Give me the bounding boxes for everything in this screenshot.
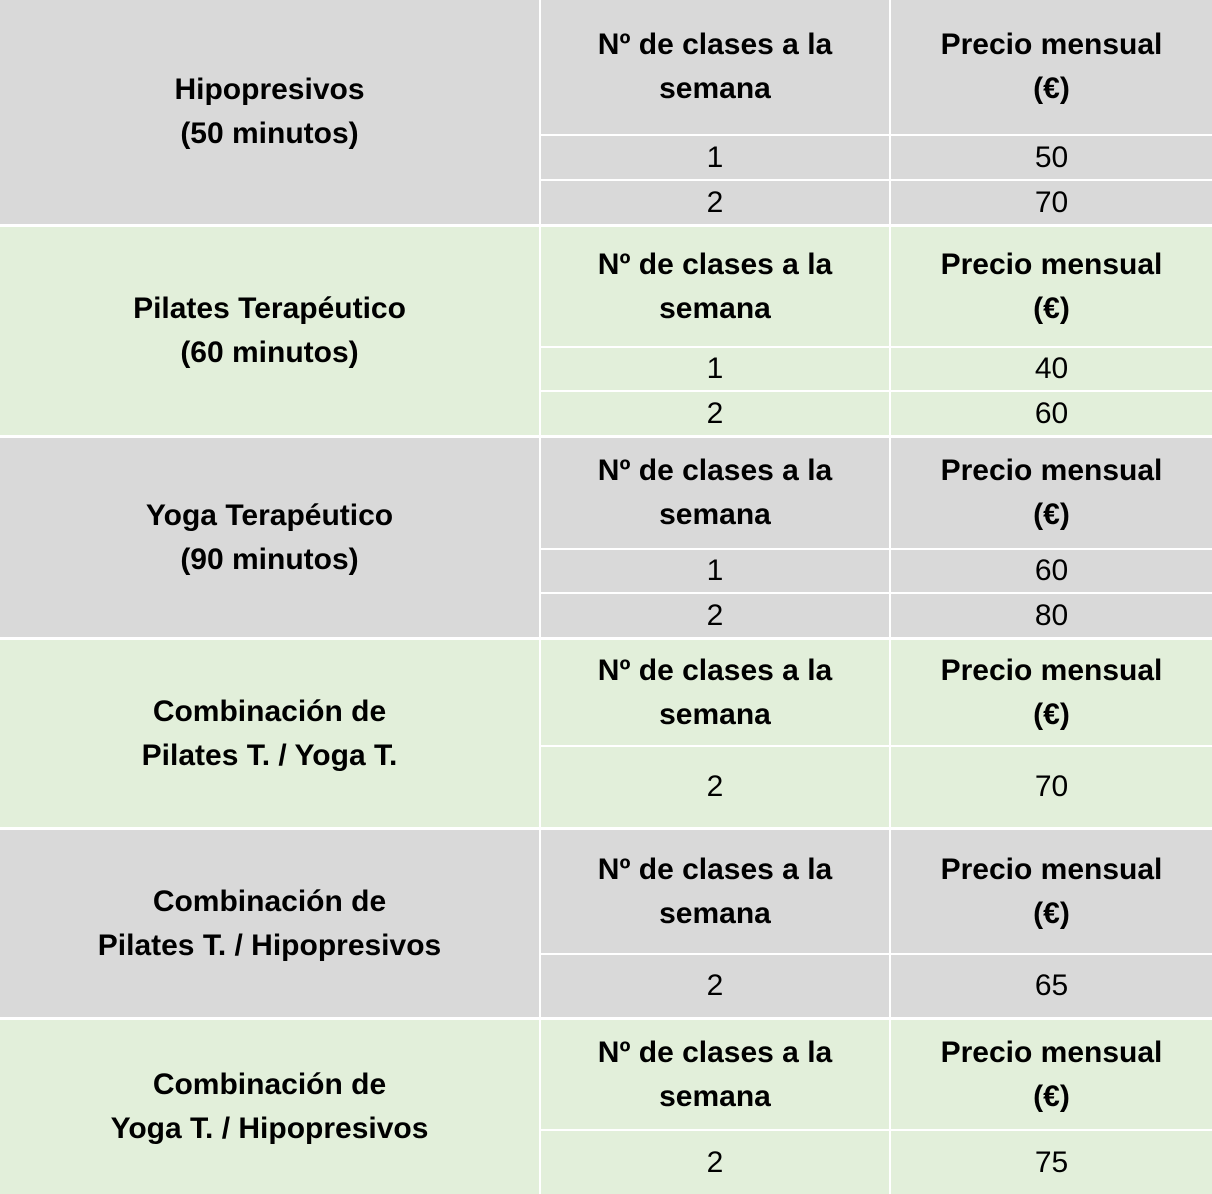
classes-value: 2 bbox=[706, 969, 724, 1002]
header-classes-per-week: Nº de clases a la semana bbox=[597, 1035, 833, 1113]
classes-value: 2 bbox=[706, 598, 724, 632]
price-value: 50 bbox=[1034, 140, 1069, 174]
price-value: 40 bbox=[1034, 352, 1069, 385]
block-title-line2: (60 minutos) bbox=[180, 336, 359, 369]
block-title-line1: Pilates Terapéutico bbox=[133, 292, 406, 325]
price-value: 60 bbox=[1034, 396, 1069, 430]
pricing-block-yoga-hipopresivos bbox=[0, 1020, 1212, 1194]
block-title-line1: Combinación de bbox=[152, 884, 387, 918]
price-value: 75 bbox=[1034, 1145, 1069, 1179]
price-value: 70 bbox=[1034, 770, 1069, 803]
header-monthly-price: Precio mensual (€) bbox=[940, 28, 1163, 105]
header-monthly-price: Precio mensual (€) bbox=[940, 852, 1163, 930]
block-title bbox=[0, 830, 539, 1017]
price-value: 65 bbox=[1034, 969, 1069, 1002]
header-classes-per-week: Nº de clases a la semana bbox=[597, 454, 833, 531]
header-classes-per-week: Nº de clases a la semana bbox=[597, 653, 833, 731]
classes-value: 1 bbox=[706, 554, 724, 587]
header-classes-per-week: Nº de clases a la semana bbox=[597, 247, 833, 325]
block-title-line2: (50 minutos) bbox=[180, 117, 359, 150]
pricing-block-yoga bbox=[0, 438, 1212, 637]
classes-value: 1 bbox=[706, 352, 724, 385]
pricing-block-pilates-yoga bbox=[0, 640, 1212, 827]
pricing-block-pilates bbox=[0, 227, 1212, 435]
pricing-block-pilates-hipopresivos bbox=[0, 830, 1212, 1017]
block-title-line1: Combinación de bbox=[152, 694, 387, 728]
classes-value: 2 bbox=[706, 396, 724, 430]
block-title bbox=[0, 640, 539, 827]
header-monthly-price: Precio mensual (€) bbox=[940, 653, 1163, 731]
classes-value: 2 bbox=[706, 770, 724, 803]
header-classes-per-week: Nº de clases a la semana bbox=[597, 852, 833, 930]
block-title-line2: Pilates T. / Hipopresivos bbox=[97, 928, 442, 962]
header-monthly-price: Precio mensual (€) bbox=[940, 454, 1163, 531]
block-title bbox=[0, 0, 539, 224]
header-classes-per-week: Nº de clases a la semana bbox=[597, 28, 833, 105]
block-title-line1: Yoga Terapéutico bbox=[145, 498, 394, 532]
block-title bbox=[0, 1020, 539, 1194]
block-title bbox=[0, 227, 539, 435]
classes-value: 2 bbox=[706, 185, 724, 219]
block-title-line2: Pilates T. / Yoga T. bbox=[141, 738, 398, 772]
block-title-line2: Yoga T. / Hipopresivos bbox=[110, 1112, 429, 1145]
classes-value: 1 bbox=[706, 140, 724, 174]
price-value: 60 bbox=[1034, 554, 1069, 587]
block-title-line1: Hipopresivos bbox=[174, 73, 365, 106]
classes-value: 2 bbox=[706, 1145, 724, 1179]
pricing-block-hipopresivos bbox=[0, 0, 1212, 224]
block-title bbox=[0, 438, 539, 637]
price-value: 70 bbox=[1034, 185, 1069, 219]
block-title-line2: (90 minutos) bbox=[180, 542, 359, 576]
header-monthly-price: Precio mensual (€) bbox=[940, 1035, 1163, 1113]
price-value: 80 bbox=[1034, 598, 1069, 632]
header-monthly-price: Precio mensual (€) bbox=[940, 247, 1163, 325]
block-title-line1: Combinación de bbox=[152, 1068, 387, 1101]
